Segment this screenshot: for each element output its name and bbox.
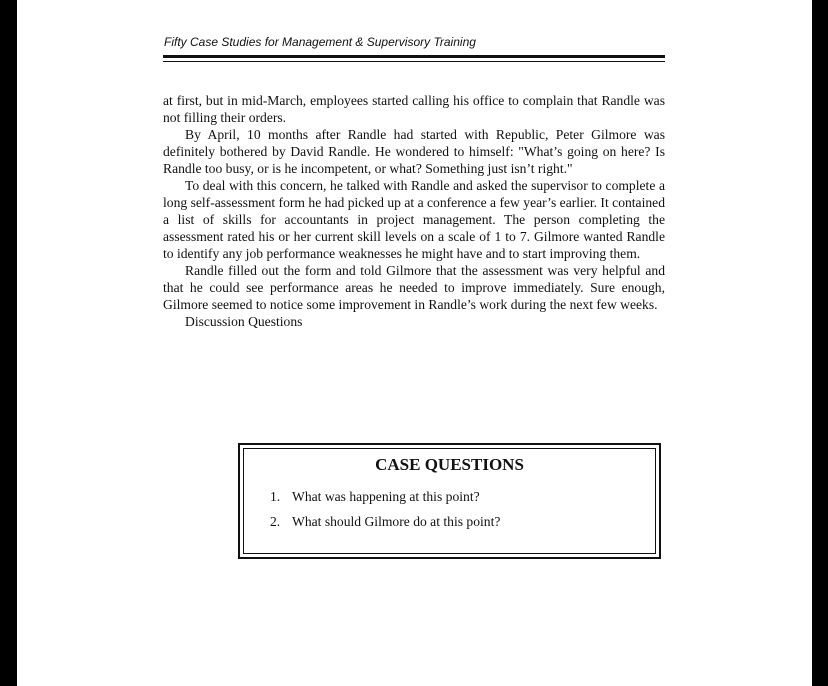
header-rule-thick: [163, 55, 665, 58]
paragraph: Randle filled out the form and told Gilmore that the assessment was very helpful and that he could see performance areas he needed to improve immediately. Sure enough, Gilmore seemed to notice some improvement in Randle’s work during the next few weeks.: [163, 263, 665, 312]
body-text: [163, 92, 665, 330]
case-questions-title: CASE QUESTIONS: [375, 455, 524, 474]
question-number: 2.: [270, 514, 281, 529]
paragraph: To deal with this concern, he talked with Randle and asked the supervisor to complete a long self-assessment form he had picked up at a conference a few year’s earlier. It contained a list of skills for accountants in project management. The person completing the assessment rated his or her current skill levels on a scale of 1 to 7. Gilmore wanted Randle to identify any job performance weaknesses he might have and to start improving them.: [163, 178, 665, 261]
paragraph: By April, 10 months after Randle had started with Republic, Peter Gilmore was definitely bothered by David Randle. He wondered to himself: "What’s going on here? Is Randle too busy, or is he incompetent, or what? Something just isn’t right.": [163, 127, 665, 176]
question-number: 1.: [270, 489, 281, 504]
paragraph: at first, but in mid-March, employees started calling his office to complain that Randle was not filling their orders.: [163, 93, 665, 125]
question-item: [270, 484, 500, 509]
case-questions-box: [238, 443, 661, 559]
question-text: What was happening at this point?: [292, 489, 480, 504]
running-header: Fifty Case Studies for Management & Supervisory Training: [164, 35, 476, 49]
question-item: [270, 509, 500, 534]
question-text: What should Gilmore do at this point?: [292, 514, 501, 529]
case-questions-list: [270, 484, 500, 534]
header-rule-thin: [163, 61, 665, 62]
document-page: [17, 0, 812, 686]
section-heading: Discussion Questions: [185, 314, 303, 329]
